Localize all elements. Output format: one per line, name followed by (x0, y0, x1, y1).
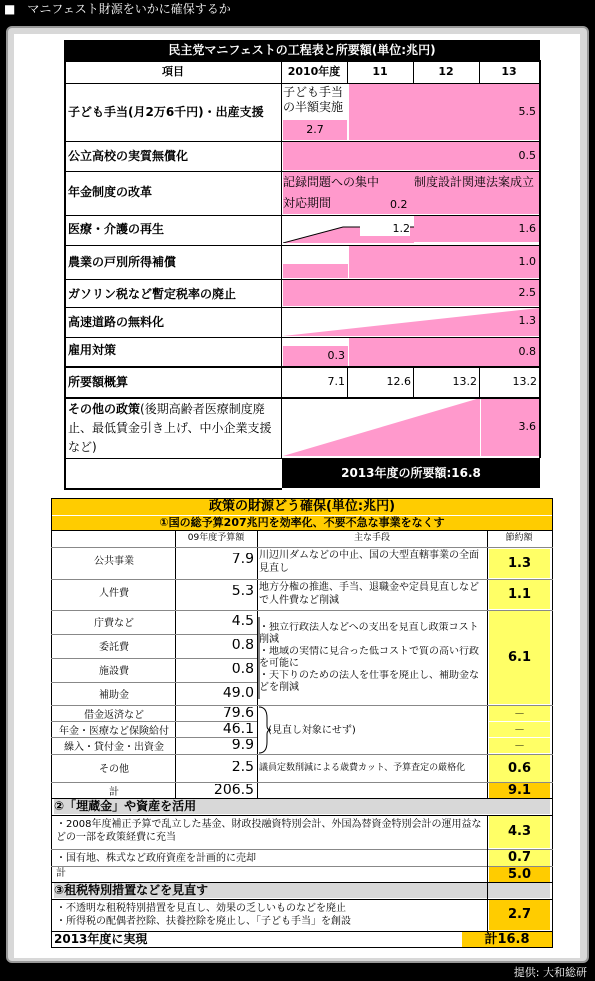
other-13: 3.6 (481, 398, 539, 456)
save-public-works: 1.3 (489, 549, 550, 578)
pension-note2: 制度設計関連法案成立 (414, 172, 539, 214)
brace (257, 706, 273, 754)
item-office: 庁費など (94, 618, 134, 629)
child-13: 5.5 (349, 84, 539, 140)
brace-group (257, 616, 265, 700)
sum-13: 13.2 (512, 375, 537, 388)
col-12: 12 (438, 65, 454, 78)
other-sub: (後期高齢者医療制度廃止、最低賃金引き上げ、中小企業支援など) (68, 402, 272, 454)
row-label-medical: 医療・介護の再生 (68, 222, 165, 236)
school-13: 0.5 (283, 142, 539, 170)
sec2-vsum: 5.0 (489, 867, 550, 882)
credit-label: 提供: 大和総研 (513, 966, 587, 979)
pension-11: 0.2 (390, 198, 408, 211)
footer-total: 計16.8 (462, 932, 552, 947)
farm-2010-bar (283, 264, 348, 278)
highway-13: 1.3 (518, 314, 536, 327)
child-note: 子ども手当の半額実施 (283, 85, 344, 114)
bottom-title: 政策の財源どう確保(単位:兆円) (52, 499, 552, 515)
amt-personnel: 5.3 (231, 585, 254, 599)
amt-debt: 79.6 (222, 707, 254, 721)
item-debt: 借金返済など (84, 710, 144, 721)
child-2010: 2.7 (283, 120, 347, 140)
amt-facility: 0.8 (231, 663, 254, 677)
means-public-works: 川辺川ダムなどの中止、国の大型直轄事業の全面見直し (259, 550, 479, 574)
top-total: 2013年度の所要額:16.8 (282, 458, 540, 488)
col-item: 項目 (162, 65, 184, 78)
save-transfer: － (489, 738, 550, 753)
col-2010: 2010年度 (287, 65, 341, 78)
employment-2010: 0.3 (283, 346, 348, 366)
save-pension: － (489, 722, 550, 737)
row-label-sum: 所要額概算 (68, 375, 129, 389)
row-label-farm: 農業の戸別所得補償 (68, 255, 177, 269)
sec2-v2: 0.7 (489, 850, 550, 866)
hdr-means: 主な手段 (353, 533, 390, 543)
sec2-sum: 計 (56, 868, 66, 879)
page-header: ■ マニフェスト財源をいかに確保するか (4, 2, 231, 16)
item-transfer: 繰入・貸付金・出資金 (64, 742, 164, 753)
amt-pension: 46.1 (222, 723, 254, 737)
item-public-works: 公共事業 (94, 556, 134, 567)
sum-2010: 7.1 (327, 375, 345, 388)
sec2-item2: ・国有地、株式など政府資産を計画的に売却 (56, 853, 256, 864)
row-label-school: 公立高校の実質無償化 (68, 149, 189, 163)
col-11: 11 (372, 65, 388, 78)
medical-13: 1.6 (414, 216, 539, 242)
footer-label: 2013年度に実現 (54, 932, 148, 946)
sec3-v: 2.7 (489, 900, 550, 930)
employment-13: 0.8 (349, 338, 539, 366)
hdr-save: 節約額 (505, 533, 533, 543)
col-13: 13 (501, 65, 517, 78)
means-local: ・地域の実情に見合った低コストで質の高い行政を可能に (259, 646, 479, 669)
sum-12: 13.2 (452, 375, 477, 388)
pension-note: 記録問題への集中対応期間 (283, 172, 414, 214)
amt-public-works: 7.9 (231, 553, 254, 567)
row-label-pension: 年金制度の改革 (68, 185, 153, 199)
save-group: 6.1 (489, 611, 550, 704)
amt-subsidy: 49.0 (222, 687, 254, 701)
item-facility: 施設費 (99, 666, 129, 677)
row-label-employment: 雇用対策 (68, 343, 117, 357)
other-ramp (283, 398, 480, 456)
sum-11: 12.6 (386, 375, 411, 388)
item-others: その他 (99, 764, 129, 775)
save-debt: － (489, 706, 550, 721)
row-label-gas: ガソリン税など暫定税率の廃止 (68, 287, 237, 301)
row-label-highway: 高速道路の無料化 (68, 315, 165, 329)
farm-13: 1.0 (349, 246, 539, 278)
gas-13: 2.5 (283, 280, 539, 306)
sub1-title: ①国の総予算207兆円を効率化、不要不急な事業をなくす (52, 516, 552, 530)
save-total: 9.1 (489, 783, 550, 798)
top-title: 民主党マニフェストの工程表と所要額(単位:兆円) (64, 40, 540, 60)
means-diet: 議員定数削減による歳費カット、予算査定の厳格化 (259, 763, 466, 773)
amt-others: 2.5 (231, 761, 254, 775)
other-title: その他の政策 (68, 402, 141, 416)
means-excluded: (見直し対象にせず) (268, 725, 356, 736)
means-amakudari: ・天下りのための法人を仕事を廃止し、補助金などを削減 (259, 670, 479, 693)
sec3-title: ③租税特別措置などを見直す (54, 883, 550, 898)
hdr-budget: 09年度予算額 (187, 533, 245, 543)
item-pension: 年金・医療など保険給付 (59, 726, 169, 737)
item-subsidy: 補助金 (99, 690, 129, 701)
means-agencies: ・独立行政法人などへの支出を見直し政策コスト削減 (259, 622, 479, 645)
sec2-title: ②「埋蔵金」や資産を活用 (54, 799, 550, 814)
row-label-other (68, 400, 280, 458)
amt-sum: 206.5 (213, 784, 254, 798)
amt-office: 4.5 (231, 615, 254, 629)
amt-consign: 0.8 (231, 639, 254, 653)
item-consign: 委託費 (99, 642, 129, 653)
save-personnel: 1.1 (489, 580, 550, 609)
item-sum: 計 (109, 787, 119, 798)
amt-transfer: 9.9 (231, 739, 254, 753)
sec3-item1: ・不透明な租税特別措置を見直し、効果の乏しいものなどを廃止 (56, 903, 346, 914)
means-personnel: 地方分権の推進、手当、退職金や定員見直しなどで人件費など削減 (259, 582, 479, 606)
item-personnel: 人件費 (99, 588, 129, 599)
sec2-v1: 4.3 (489, 816, 550, 848)
medical-11: 1.2 (360, 222, 410, 236)
row-label-child: 子ども手当(月2万6千円)・出産支援 (68, 105, 264, 119)
save-others: 0.6 (489, 755, 550, 782)
sec2-item1: ・2008年度補正予算で乱立した基金、財政投融資特別会計、外国為替資金特別会計の運用益などの一部を政策経費に充当 (56, 819, 482, 843)
sec3-item2: ・所得税の配偶者控除、扶養控除を廃止し、「子ども手当」を創設 (56, 916, 351, 927)
